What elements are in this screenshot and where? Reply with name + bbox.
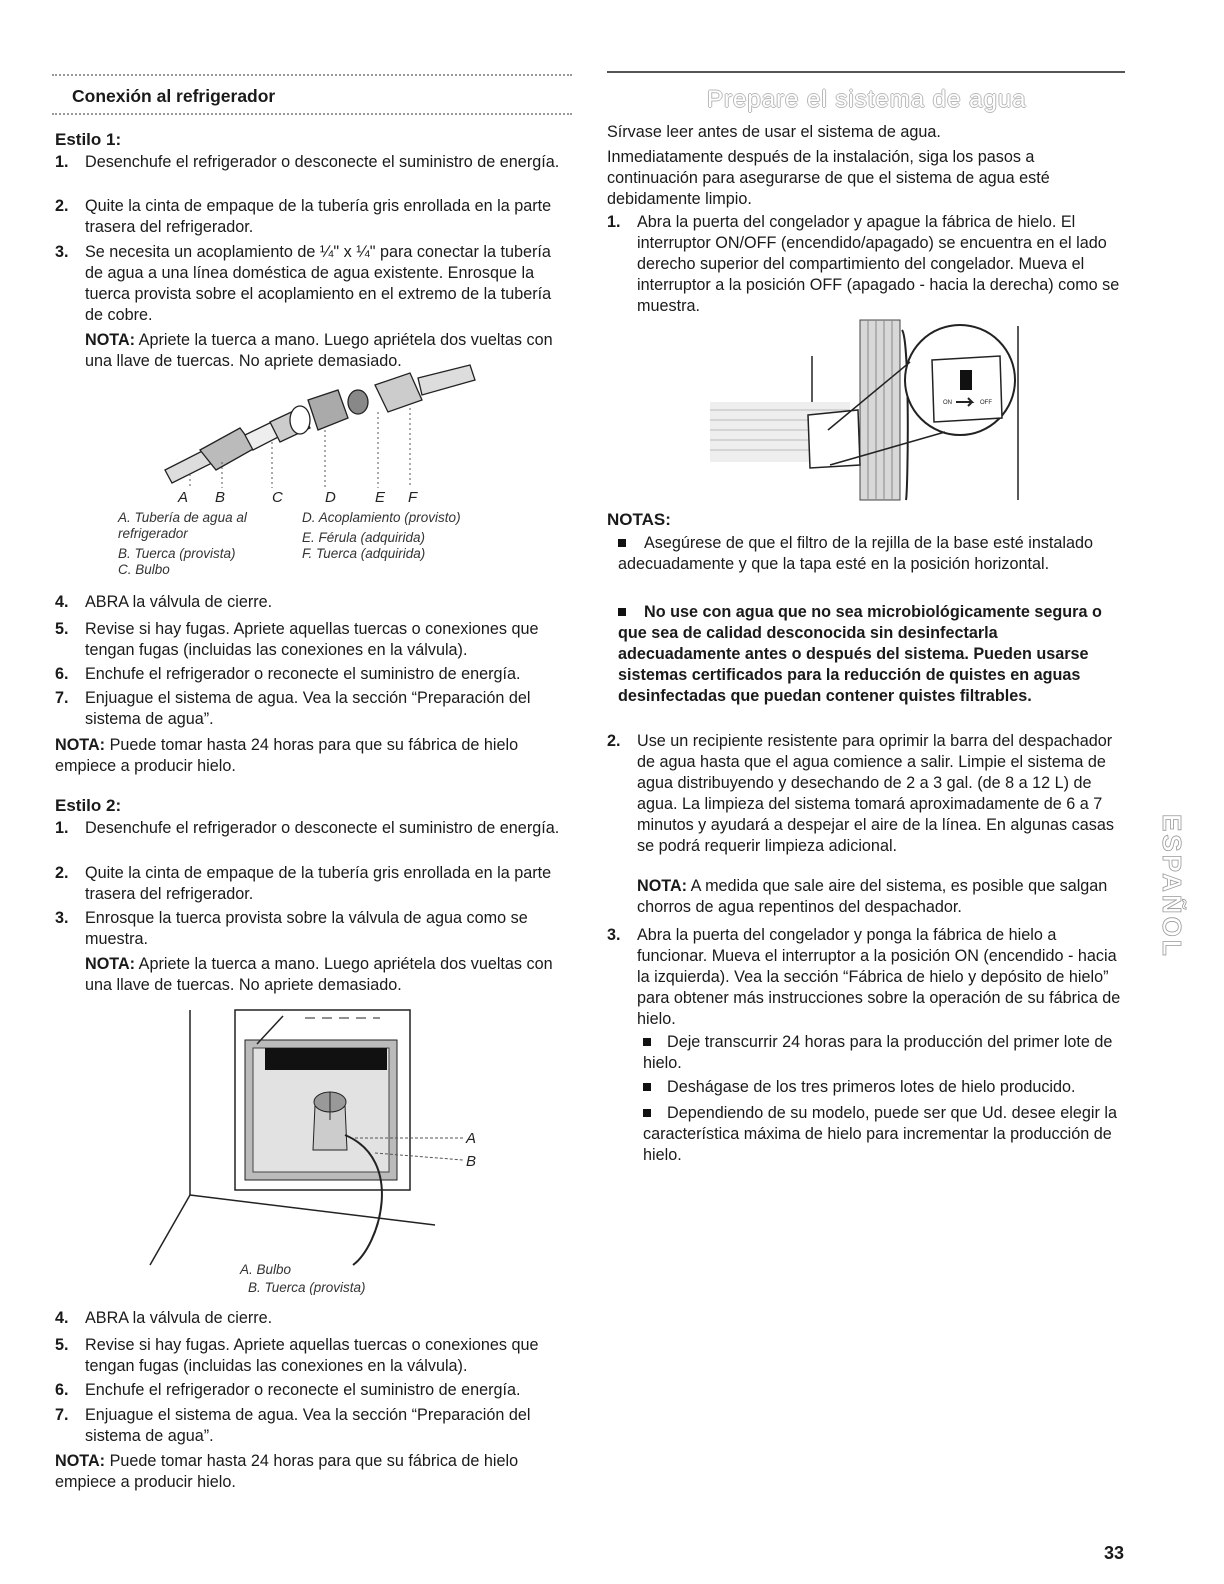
- fig1-letter-e: E: [375, 489, 386, 506]
- list-item: 4. ABRA la válvula de cierre.: [55, 1309, 273, 1327]
- list-item: 1. Abra la puerta del congelador y apague la fábrica de hielo. El interruptor ON/OFF (encendido/apagado) se encuentra en el lado derecho superior del compartimiento del congelador. Mueva el interruptor a la posición OFF (apagado - hacia la derecha) como se muestra.: [607, 213, 1120, 315]
- list-item: 5. Revise si hay fugas. Apriete aquellas tuercas o conexiones que tengan fugas (incluidas las conexiones en la válvula).: [55, 620, 539, 659]
- step2-note: NOTA: A medida que sale aire del sistema, es posible que salgan chorros de agua repentinos del despachador.: [637, 877, 1108, 916]
- list-item: 3. Abra la puerta del congelador y ponga la fábrica de hielo a funcionar. Mueva el interruptor a la posición ON (encendido - hacia la izquierda). Vea la sección “Fábrica de hielo y depósito de hielo” para obtener más instrucciones sobre la operación de su fábrica de hielo.: [607, 926, 1121, 1028]
- list-item: Deje transcurrir 24 horas para la producción del primer lote de hielo.: [643, 1033, 1113, 1072]
- list-item: 3. Se necesita un acoplamiento de ¼" x ¼" para conectar la tubería de agua a una línea doméstica de agua existente. Enrosque la tuerca provista sobre el acoplamiento en el extremo de la tubería de cobre.: [55, 243, 552, 324]
- bullet-icon: [643, 1083, 651, 1091]
- fig2-caption: A. Bulbo B. Tuerca (provista): [240, 1262, 366, 1295]
- language-side-tab: [1152, 814, 1187, 1052]
- fig1-caption-right: D. Acoplamiento (provisto) E. Férula (adquirida) F. Tuerca (adquirida): [302, 510, 461, 561]
- list-item: 2. Quite la cinta de empaque de la tubería gris enrollada en la parte trasera del refrigerador.: [55, 197, 552, 236]
- fig1-letter-a: A: [178, 489, 189, 506]
- list-item: 4. ABRA la válvula de cierre.: [55, 593, 273, 611]
- fig2-letter-a: A: [466, 1130, 477, 1147]
- style2-note: NOTA: Apriete la tuerca a mano. Luego apriétela dos vueltas con una llave de tuercas. No apriete demasiado.: [85, 955, 553, 994]
- fig2-letter-b: B: [466, 1153, 477, 1170]
- list-item: 7. Enjuague el sistema de agua. Vea la sección “Preparación del sistema de agua”.: [55, 1406, 531, 1445]
- list-item: Deshágase de los tres primeros lotes de hielo producido.: [643, 1077, 1123, 1098]
- intro-line: Sírvase leer antes de usar el sistema de agua.: [607, 123, 941, 141]
- fig1-caption-left: A. Tubería de agua al refrigerador B. Tuerca (provista) C. Bulbo: [118, 510, 247, 577]
- list-item: 2. Quite la cinta de empaque de la tubería gris enrollada en la parte trasera del refrigerador.: [55, 864, 552, 903]
- list-item: 1. Desenchufe el refrigerador o desconecte el suministro de energía.: [55, 819, 560, 837]
- right-section-rule: [607, 71, 1125, 73]
- style2-final-note: NOTA: Puede tomar hasta 24 horas para que su fábrica de hielo empiece a producir hielo.: [55, 1452, 519, 1491]
- page-title: Prepare el sistema de agua: [707, 86, 1027, 113]
- list-item: Dependiendo de su modelo, puede ser que Ud. desee elegir la característica máxima de hielo para incrementar la producción de hielo.: [643, 1104, 1117, 1164]
- style1-heading: Estilo 1:: [55, 130, 122, 149]
- section-rule-bottom: [52, 113, 572, 115]
- fig1-letter-f: F: [408, 489, 418, 506]
- switch-label-off: OFF: [980, 400, 992, 406]
- fig1-letter-d: D: [325, 489, 336, 506]
- bullet-icon: [618, 539, 626, 547]
- bullet-icon: [618, 608, 626, 616]
- bullet-icon: [643, 1038, 651, 1046]
- section-rule-top: [52, 74, 572, 76]
- list-item: 6. Enchufe el refrigerador o reconecte el suministro de energía.: [55, 1381, 521, 1399]
- list-item: 7. Enjuague el sistema de agua. Vea la sección “Preparación del sistema de agua”.: [55, 689, 531, 728]
- list-item: 3. Enrosque la tuerca provista sobre la válvula de agua como se muestra.: [55, 909, 528, 948]
- section-title: Conexión al refrigerador: [72, 86, 276, 106]
- list-item: No use con agua que no sea microbiológicamente segura o que sea de calidad desconocida sin desinfectarla adecuadamente antes o después del sistema. Pueden usarse sistemas certificados para la reducción de quistes en aguas desinfectadas que puedan contener quistes filtrables.: [618, 603, 1102, 705]
- list-item: 5. Revise si hay fugas. Apriete aquellas tuercas o conexiones que tengan fugas (incluidas las conexiones en la válvula).: [55, 1336, 539, 1375]
- style1-final-note: NOTA: Puede tomar hasta 24 horas para que su fábrica de hielo empiece a producir hielo.: [55, 736, 519, 775]
- fig1-letter-b: B: [215, 489, 226, 506]
- coupling-diagram: [160, 370, 480, 505]
- notes-heading: NOTAS:: [607, 510, 671, 529]
- intro-paragraph: Inmediatamente después de la instalación, siga los pasos a continuación para asegurarse de que el sistema de agua esté debidamente limpio.: [607, 148, 1050, 208]
- style1-note: NOTA: Apriete la tuerca a mano. Luego apriétela dos vueltas con una llave de tuercas. No apriete demasiado.: [85, 331, 553, 370]
- icemaker-switch-diagram: [710, 320, 1030, 502]
- style2-heading: Estilo 2:: [55, 796, 122, 815]
- switch-label-on: ON: [943, 400, 952, 406]
- list-item: 2. Use un recipiente resistente para oprimir la barra del despachador de agua hasta que el agua comience a salir. Limpie el sistema de agua distribuyendo y desechando de 2 a 3 gal. (de 8 a 12 L) de agua. La limpieza del sistema tomará aproximadamente de 6 a 7 minutos y ayudará a despejar el aire de la línea. En algunas casas se podrá requerir limpieza adicional.: [607, 732, 1114, 855]
- side-tab-label: ESPAÑOL: [1157, 814, 1187, 959]
- page-number: 33: [1103, 1543, 1124, 1563]
- fig1-letter-c: C: [272, 489, 283, 506]
- list-item: 6. Enchufe el refrigerador o reconecte el suministro de energía.: [55, 665, 521, 683]
- list-item: Asegúrese de que el filtro de la rejilla de la base esté instalado adecuadamente y que la tapa esté en la posición horizontal.: [618, 534, 1094, 573]
- bullet-icon: [643, 1109, 651, 1117]
- list-item: 1. Desenchufe el refrigerador o desconecte el suministro de energía.: [55, 153, 560, 171]
- water-valve-diagram: [145, 1010, 475, 1265]
